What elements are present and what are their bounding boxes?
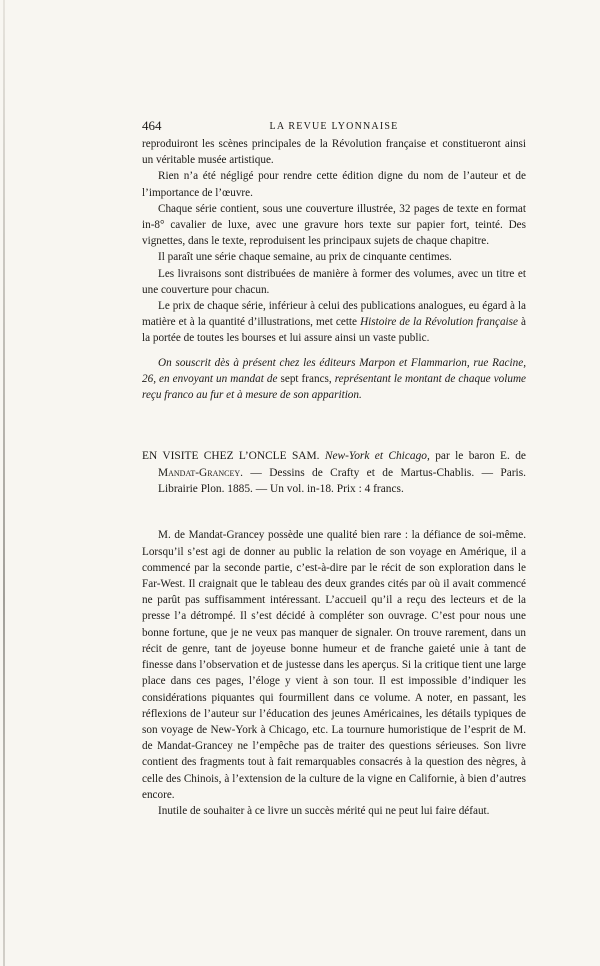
intro-paragraph: Chaque série contient, sous une couverture illustrée, 32 pages de texte en format in-8° cavalier de luxe, avec une gravure hors texte sur papier fort, teinté. Des vignettes, dans le texte, reproduisent les principaux sujets de chaque chapitre. (142, 202, 526, 248)
intro-paragraph: reproduiront les scènes principales de la Révolution française et constitueront ainsi un véritable musée artistique. (142, 138, 526, 167)
price-text: à la portée de toutes les bourses et lui assure ainsi un vaste public. (142, 316, 527, 345)
page-number: 464 (142, 118, 162, 133)
intro-paragraph: Il paraît une série chaque semaine, au prix de cinquante centimes. (158, 251, 452, 264)
price-text: Le prix de chaque série, inférieur à celui des publications analogues, eu égard à la matière et à la quantité d’illustrations, met cette (142, 300, 526, 329)
review-subtitle: New-York et Chicago, (324, 450, 430, 463)
intro-paragraph: Les livraisons sont distribuées de manière à former des volumes, avec un titre et une couverture pour chacun. (142, 267, 526, 296)
review-paragraph: M. de Mandat-Grancey possède une qualité bien rare : la défiance de soi-même. Lorsqu’il s’est agi de donner au public la relation de son voyage en Amérique, il a commencé par la seconde partie, c’est-à-dire par le récit de son exploration dans le Far-West. Il craignait que le tableau des deux grandes cités par où il avait commencé ne parût pas suffisamment intéressant. L’accueil qu’il a reçu des lecteurs et de la presse l’a détrompé. Il s’est décidé à compléter son ouvrage. C’est pour nous une bonne fortune, que je ne veux pas manquer de signaler. On trouve rarement, dans un récit de genre, tant de joyeuse bonne humeur et de franche gaieté unie à tant de finesse dans l’observation et de justesse dans les aperçus. Si la critique tient une large place dans ces pages, l’éloge y vient à son tour. Il est impossible d’indiquer les considérations piquantes qui fourmillent dans ce volume. A noter, en passant, les réflexions de l’auteur sur l’éducation des jeunes Américaines, les détails typiques de son voyage de New-York à Chicago, etc. La tournure humoristique de l’esprit de M. de Mandat-Grancey ne l’empêche pas de traiter des questions sérieuses. Son livre contient des fragments tout à fait remarquables consacrés à la question des nègres, à celle des Chinois, à l’extension de la culture de la vigne en Californie, à bien d’autres encore. (142, 529, 526, 801)
subscription-text: représentant le montant de chaque volume reçu franco au fur et à mesure de son apparition. (142, 372, 526, 402)
price-paragraph (142, 298, 526, 347)
binding-edge (3, 0, 5, 966)
journal-title: LA REVUE LYONNAISE (269, 121, 399, 132)
review-title: EN VISITE CHEZ L’ONCLE SAM. (142, 450, 320, 463)
review-body (142, 527, 526, 819)
review-paragraph: Inutile de souhaiter à ce livre un succès mérité qui ne peut lui faire défaut. (158, 804, 490, 817)
subscription-price: sept francs, (277, 372, 335, 385)
review-author: Mandat-Grancey (158, 466, 241, 479)
review-heading (142, 448, 526, 497)
running-head (142, 118, 526, 136)
subscription-notice (142, 355, 526, 404)
book-page (142, 118, 526, 819)
review-details: . — Dessins de Crafty et de Martus-Chablis. — Paris. Librairie Plon. 1885. — Un vol. in-18. Prix : 4 francs. (158, 466, 526, 496)
work-title: Histoire de la Révolution française (360, 316, 518, 329)
intro-paragraph: Rien n’a été négligé pour rendre cette édition digne du nom de l’auteur et de l’importance de l’œuvre. (142, 170, 526, 199)
subscription-text: On souscrit dès à présent chez les éditeurs Marpon et Flammarion, rue Racine, 26, en envoyant un mandat de (142, 356, 526, 385)
review-author-prefix: par le baron E. de (429, 450, 526, 463)
